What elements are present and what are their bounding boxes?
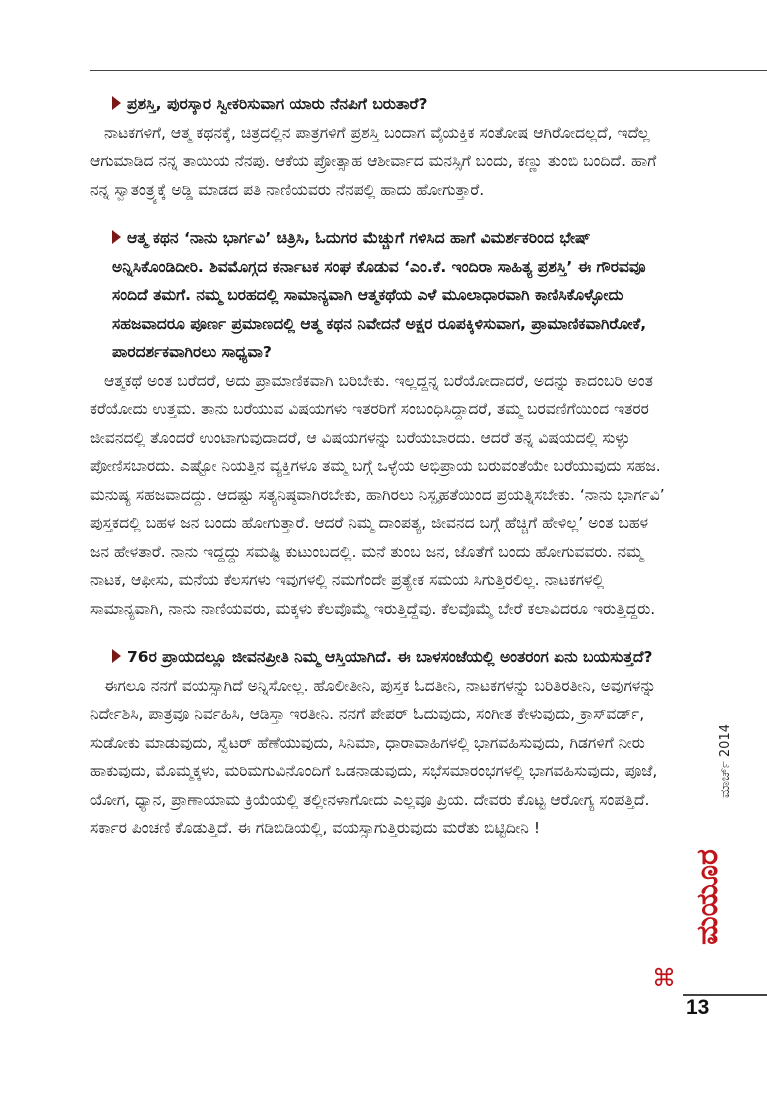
question-2-text: ಆತ್ಮ ಕಥನ ‘ನಾನು ಭಾರ್ಗವಿ’ ಚಿತ್ರಿಸಿ, ಓದುಗರ ಮೆಚ್ಚುಗೆ ಗಳಿಸಿದ ಹಾಗೆ ವಿಮರ್ಶಕರಿಂದ ಭೇಷ್ ಅನ್ನಿಸಿಕೊಂಡಿದೀರಿ. ಶಿವಮೊಗ್ಗದ ಕರ್ನಾಟಕ ಸಂಘ ಕೊಡುವ ‘ಎಂ.ಕೆ. ಇಂದಿರಾ ಸಾಹಿತ್ಯ ಪ್ರಶಸ್ತಿ’ ಈ ಗೌರವವೂ ಸಂದಿದೆ ತಮಗೆ. ನಮ್ಮ ಬರಹದಲ್ಲಿ ಸಾಮಾನ್ಯವಾಗಿ ಆತ್ಮಕಥೆಯ ಎಳೆ ಮೂಲಾಧಾರವಾಗಿ ಕಾಣಿಸಿಕೊಳ್ಳೋದು ಸಹಜವಾದರೂ ಪೂರ್ಣ ಪ್ರಮಾಣದಲ್ಲಿ ಆತ್ಮ ಕಥನ ನಿವೇದನೆ ಅಕ್ಷರ ರೂಪಕ್ಕಿಳಿಸುವಾಗ, ಪ್ರಾಮಾಣಿಕವಾಗಿರೋಕೆ, ಪಾರದರ್ಶಕವಾಗಿರಲು ಸಾಧ್ಯವಾ? bbox=[112, 229, 647, 361]
ornament-icon: ⌘ bbox=[652, 964, 676, 992]
top-rule bbox=[90, 70, 767, 71]
question-1 bbox=[90, 90, 670, 119]
answer-2: ಆತ್ಮಕಥೆ ಅಂತ ಬರೆದರೆ, ಅದು ಪ್ರಾಮಾಣಿಕವಾಗಿ ಬರಿಬೇಕು. ಇಲ್ಲದ್ದನ್ನ ಬರೆಯೋದಾದರೆ, ಅದನ್ನು ಕಾದಂಬರಿ ಅಂತ ಕರೆಯೋದು ಉತ್ತಮ. ತಾನು ಬರೆಯುವ ವಿಷಯಗಳು ಇತರರಿಗೆ ಸಂಬಂಧಿಸಿದ್ದಾದರೆ, ತಮ್ಮ ಬರವಣಿಗೆಯಿಂದ ಇತರರ ಜೀವನದಲ್ಲಿ ತೊಂದರೆ ಉಂಟಾಗುವುದಾದರೆ, ಆ ವಿಷಯಗಳನ್ನು ಬರೆಯಬಾರದು. ಆದರೆ ತನ್ನ ವಿಷಯದಲ್ಲಿ ಸುಳ್ಳು ಪೋಣಿಸಬಾರದು. ಎಷ್ಟೋ ನಿಯತ್ತಿನ ವ್ಯಕ್ತಿಗಳೂ ತಮ್ಮ ಬಗ್ಗೆ ಒಳ್ಳೆಯ ಅಭಿಪ್ರಾಯ ಬರುವಂತೆಯೇ ಬರೆಯುವುದು ಸಹಜ. ಮನುಷ್ಯ ಸಹಜವಾದದ್ದು. ಆದಷ್ಟು ಸತ್ಯನಿಷ್ಠವಾಗಿರಬೇಕು, ಹಾಗಿರಲು ನಿಸ್ಪೃಹತೆಯಿಂದ ಪ್ರಯತ್ನಿಸಬೇಕು. ‘ನಾನು ಭಾರ್ಗವಿ’ ಪುಸ್ತಕದಲ್ಲಿ ಬಹಳ ಜನ ಬಂದು ಹೋಗುತ್ತಾರೆ. ಆದರೆ ನಿಮ್ಮ ದಾಂಪತ್ಯ, ಜೀವನದ ಬಗ್ಗೆ ಹೆಚ್ಚಿಗೆ ಹೇಳಿಲ್ಲ’ ಅಂತ ಬಹಳ ಜನ ಹೇಳತಾರೆ. ನಾನು ಇದ್ದದ್ದು ಸಮಷ್ಟಿ ಕುಟುಂಬದಲ್ಲಿ. ಮನೆ ತುಂಬ ಜನ, ಜೊತೆಗೆ ಬಂದು ಹೋಗುವವರು. ನಮ್ಮ ನಾಟಕ, ಆಫೀಸು, ಮನೆಯ ಕೆಲಸಗಳು ಇವುಗಳಲ್ಲಿ ನಮಗೆಂದೇ ಪ್ರತ್ಯೇಕ ಸಮಯ ಸಿಗುತ್ತಿರಲಿಲ್ಲ. ನಾಟಕಗಳಲ್ಲಿ ಸಾಮಾನ್ಯವಾಗಿ, ನಾನು ನಾಣಿಯವರು, ಮಕ್ಕಳು ಕೆಲವೊಮ್ಮೆ ಇರುತ್ತಿದ್ದೆವು. ಕೆಲವೊಮ್ಮೆ ಬೇರೆ ಕಲಾವಿದರೂ ಇರುತ್ತಿದ್ದರು. bbox=[90, 371, 665, 618]
issue-date: ಮಾರ್ಚ್ 2014 bbox=[718, 724, 733, 798]
spacer bbox=[90, 623, 670, 643]
page-number: 13 bbox=[686, 996, 710, 1019]
answer-3: ಈಗಲೂ ನನಗೆ ವಯಸ್ಸಾಗಿದೆ ಅನ್ನಿಸೋಲ್ಲ. ಹೊಲೀತೀನಿ, ಪುಸ್ತಕ ಓದತೀನಿ, ನಾಟಕಗಳನ್ನು ಬರಿತಿರತೀನಿ, ಅವುಗಳನ್ನು ನಿರ್ದೇಶಿಸಿ, ಪಾತ್ರವೂ ನಿರ್ವಹಿಸಿ, ಆಡಿಸ್ತಾ ಇರತೀನಿ. ನನಗೆ ಪೇಪರ್ ಓದುವುದು, ಸಂಗೀತ ಕೇಳುವುದು, ಕ್ರಾಸ್‌ವರ್ಡ್, ಸುಡೋಕು ಮಾಡುವುದು, ಸ್ವೆಟರ್ ಹೆಣೆಯುವುದು, ಸಿನಿಮಾ, ಧಾರಾವಾಹಿಗಳಲ್ಲಿ ಭಾಗವಹಿಸುವುದು, ಗಿಡಗಳಿಗೆ ನೀರು ಹಾಕುವುದು, ಮೊಮ್ಮಕ್ಕಳು, ಮರಿಮಗುವಿನೊಂದಿಗೆ ಒಡನಾಡುವುದು, ಸಭೆಸಮಾರಂಭಗಳಲ್ಲಿ ಭಾಗವಹಿಸುವುದು, ಪೂಜೆ, ಯೋಗ, ಧ್ಯಾನ, ಪ್ರಾಣಾಯಾಮ ಕ್ರಿಯೆಯಲ್ಲಿ ತಲ್ಲೀನಳಾಗೋದು ಎಲ್ಲವೂ ಪ್ರಿಯ. ದೇವರು ಕೊಟ್ಟ ಆರೋಗ್ಯ ಸಂಪತ್ತಿದೆ. ಸರ್ಕಾರ ಪಿಂಚಣಿ ಕೊಡುತ್ತಿದೆ. ಈ ಗಡಿಬಿಡಿಯಲ್ಲಿ, ವಯಸ್ಸಾಗುತ್ತಿರುವುದು ಮರೆತು ಬಿಟ್ಟಿದೀನಿ ! bbox=[90, 676, 658, 837]
arrow-marker-icon bbox=[112, 230, 121, 244]
side-branding bbox=[690, 820, 726, 968]
question-3 bbox=[90, 643, 670, 672]
question-1-text: ಪ್ರಶಸ್ತಿ, ಪುರಸ್ಕಾರ ಸ್ವೀಕರಿಸುವಾಗ ಯಾರು ನೆನಪಿಗೆ ಬರುತಾರೆ? bbox=[127, 95, 428, 113]
spacer bbox=[90, 204, 670, 224]
answer-1: ನಾಟಕಗಳಿಗೆ, ಆತ್ಮ ಕಥನಕ್ಕೆ, ಚಿತ್ರದಲ್ಲಿನ ಪಾತ್ರಗಳಿಗೆ ಪ್ರಶಸ್ತಿ ಬಂದಾಗ ವೈಯಕ್ತಿಕ ಸಂತೋಷ ಆಗಿರೋದಲ್ಲದೆ, ಇದೆಲ್ಲ ಆಗುಮಾಡಿದ ನನ್ನ ತಾಯಿಯ ನೆನಪು. ಆಕೆಯ ಪ್ರೋತ್ಸಾಹ ಆಶೀರ್ವಾದ ಮನಸ್ಸಿಗೆ ಬಂದು, ಕಣ್ಣು ತುಂಬಿ ಬಂದಿದೆ. ಹಾಗೆ ನನ್ನ ಸ್ವಾತಂತ್ರ್ಯಕ್ಕೆ ಅಡ್ಡಿ ಮಾಡದ ಪತಿ ನಾಣಿಯವರು ನೆನಪಲ್ಲಿ ಹಾದು ಹೋಗುತ್ತಾರೆ. bbox=[90, 123, 657, 199]
question-3-text: 76ರ ಪ್ರಾಯದಲ್ಲೂ ಜೀವನಪ್ರೀತಿ ನಿಮ್ಮ ಆಸ್ತಿಯಾಗಿದೆ. ಈ ಬಾಳಸಂಜೆಯಲ್ಲಿ ಅಂತರಂಗ ಏನು ಬಯಸುತ್ತದೆ? bbox=[127, 648, 653, 666]
arrow-marker-icon bbox=[112, 649, 121, 663]
magazine-logo: ಮಯೂರ bbox=[690, 849, 725, 945]
article-body bbox=[90, 90, 670, 843]
question-2 bbox=[90, 224, 670, 367]
arrow-marker-icon bbox=[112, 96, 121, 110]
